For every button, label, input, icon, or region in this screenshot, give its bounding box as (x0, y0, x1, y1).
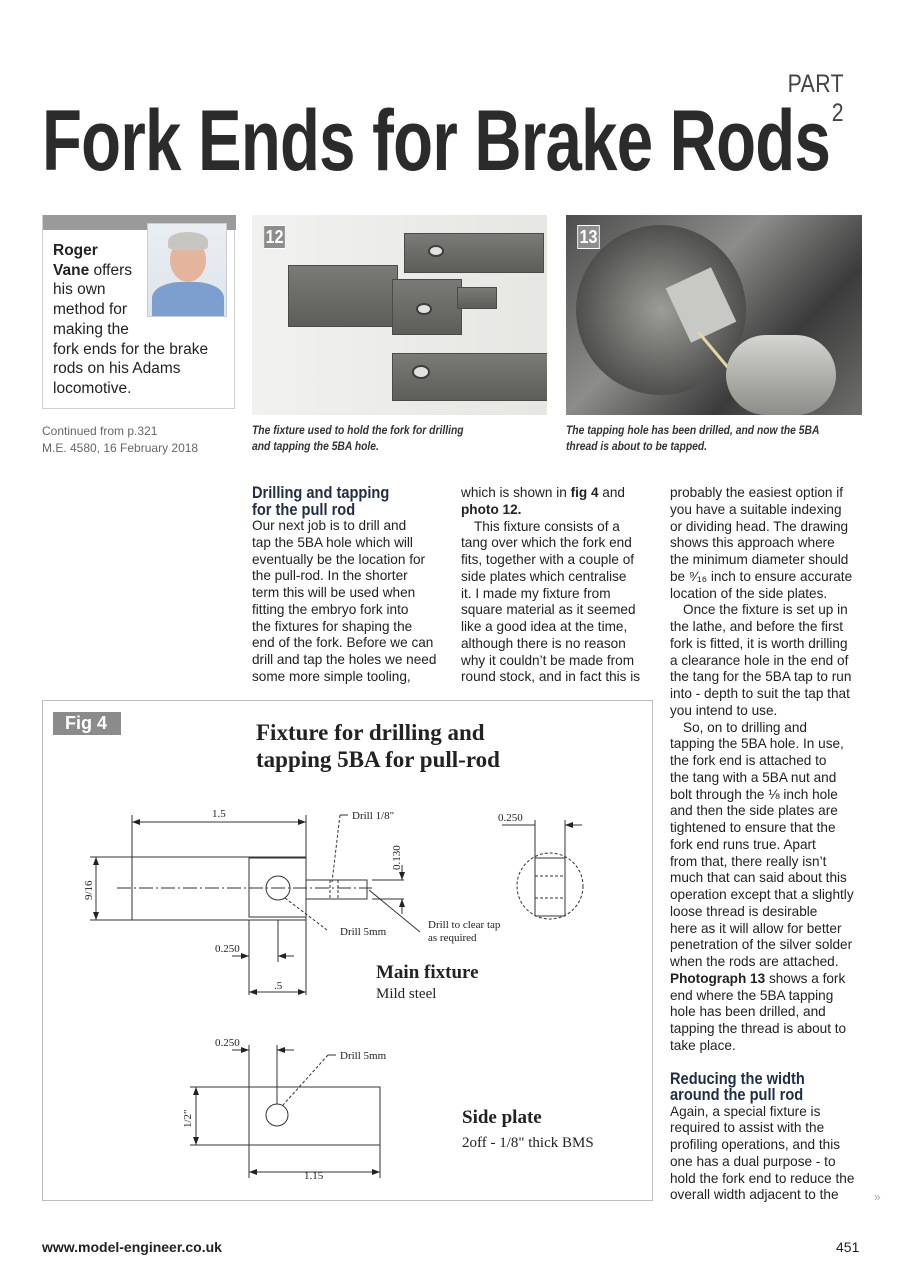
body-text-line: the fork end is attached to (670, 753, 827, 768)
body-text-line: be ⁹⁄₁₆ inch to ensure accurate (670, 568, 853, 584)
photo-number: 12 (263, 225, 286, 249)
body-text-line: here as it will allow for better (670, 920, 842, 936)
dim-end-width: 0.250 (498, 812, 523, 824)
body-text-line: profiling operations, and this (670, 1137, 841, 1152)
body-text-line: end of the fork. Before we can (252, 635, 434, 651)
photo-number: 13 (577, 225, 600, 249)
caption-line: The fixture used to hold the fork for drilling (252, 423, 464, 437)
body-text-line: Our next job is to drill and (252, 518, 407, 533)
body-text-line: This fixture consists of a (474, 518, 620, 534)
body-text-line: tap the 5BA hole which will (252, 534, 413, 550)
body-text-line: although there is no reason (461, 635, 626, 651)
intro-text: method for (53, 301, 128, 319)
body-text-line: one has a dual purpose - to (670, 1153, 836, 1169)
caption-line: and tapping the 5BA hole. (252, 439, 379, 453)
continue-arrow-icon: » (874, 1190, 878, 1204)
body-text-line: tapping the thread is about to (670, 1021, 847, 1036)
body-text-line: the tang for the 5BA tap to run (670, 669, 852, 685)
author-intro (53, 241, 233, 399)
body-text-line: required to assist with the (670, 1120, 825, 1136)
body-text-line: it. I made my fixture from (461, 585, 611, 601)
photo-13-caption (566, 422, 858, 454)
author-name-2: Vane (53, 261, 90, 279)
intro-text: making the (53, 320, 129, 338)
continued-note (42, 423, 198, 457)
body-text-line: term this will be used when (252, 585, 416, 600)
body-text-line: fork end runs true. Apart (670, 836, 816, 852)
body-text-line: tapping the 5BA hole. In use, (670, 736, 844, 752)
label-drill-5mm: Drill 5mm (340, 926, 387, 938)
body-text-line: and then the side plates are (670, 803, 838, 819)
body-text-line: the fixtures for shaping the (252, 618, 413, 634)
dim-height: 9/16 (83, 880, 95, 900)
part-label: PART 2 (787, 70, 844, 127)
body-text-line: take place. (670, 1037, 736, 1053)
side-plate (249, 1087, 380, 1145)
figure-label: Fig 4 (53, 712, 121, 735)
body-text-line: from that, there really isn’t (670, 853, 827, 869)
body-text-line: you have a suitable indexing (670, 501, 842, 517)
section-heading: around the pull rod (670, 1085, 804, 1104)
body-text-line: location of the side plates. (670, 585, 828, 601)
dim-side-offset: 0.250 (215, 1037, 240, 1049)
body-text-line: end where the 5BA tapping (670, 987, 834, 1003)
body-text-line: hold the fork end to reduce the (670, 1170, 855, 1186)
body-text-line: probably the easiest option if (670, 485, 844, 500)
dim-square-length: .5 (274, 980, 283, 992)
section-heading: Reducing the width (670, 1068, 805, 1088)
body-text-line: loose thread is desirable (670, 903, 818, 919)
body-text-line: tang over which the fork end (461, 535, 632, 551)
body-text-line: when the rods are attached. (670, 954, 839, 969)
body-text-line: Again, a special fixture is (670, 1103, 821, 1119)
text-column-3 (670, 485, 868, 1204)
intro-text: locomotive. (53, 379, 132, 397)
body-text-line: or dividing head. The drawing (670, 518, 849, 534)
author-name-1: Roger (53, 242, 98, 259)
photo-13 (566, 215, 862, 415)
body-text-line: operation except that a slightly (670, 887, 854, 902)
label-drill-1-8: Drill 1/8" (352, 810, 395, 822)
body-text-line: some more simple tooling, (252, 668, 411, 684)
intro-text: fork ends for the brake (53, 340, 209, 358)
body-text-line: round stock, and in fact this is (461, 669, 641, 685)
tang (306, 880, 367, 899)
side-plate-label: Side plate (462, 1107, 542, 1128)
page-number: 451 (836, 1239, 860, 1255)
body-text-line: the minimum diameter should (670, 552, 849, 567)
body-text-line: shows this approach where (670, 535, 835, 551)
issue-reference: M.E. 4580, 16 February 2018 (42, 441, 199, 455)
section-heading: for the pull rod (252, 499, 356, 519)
dim-hole-offset: 0.250 (215, 943, 240, 955)
photo-12-caption (252, 422, 544, 454)
body-text-line: bolt through the ⅛ inch hole (670, 786, 838, 802)
caption-line: The tapping hole has been drilled, and now the 5BA (566, 423, 820, 437)
footer-url[interactable]: www.model-engineer.co.uk (42, 1239, 222, 1255)
label-clear-tap-2: as required (428, 932, 477, 944)
body-text-line: eventually be the location for (252, 551, 426, 567)
author-box (42, 215, 235, 409)
body-text-line: the tang with a 5BA nut and (670, 769, 837, 785)
body-text-line: into - depth to suit the tap that (670, 686, 850, 701)
body-text-line: drill and tap the holes we need (252, 652, 437, 667)
text-column-2 (461, 485, 659, 686)
body-text-line: penetration of the silver solder (670, 937, 853, 953)
section-heading: Drilling and tapping (252, 483, 390, 502)
photo-12 (252, 215, 547, 415)
body-text-line: So, on to drilling and (683, 719, 807, 735)
text-column-1 (252, 485, 450, 686)
intro-text: rods on his Adams (53, 360, 181, 378)
figure-4-drawing (42, 700, 653, 1201)
body-text-line: the lathe, and before the first (670, 619, 844, 634)
dim-side-length: 1.15 (304, 1170, 324, 1182)
article-title: Fork Ends for Brake Rods (42, 93, 831, 189)
body-text-line: fits, together with a couple of (461, 552, 635, 567)
body-text-line: overall width adjacent to the (670, 1187, 839, 1203)
intro-text: offers (89, 261, 132, 279)
label-clear-tap: Drill to clear tap (428, 919, 501, 931)
main-fixture-label: Main fixture (376, 962, 479, 983)
body-text-line: tightened to ensure that the (670, 820, 836, 835)
body-text-line: Photograph 13 shows a fork (670, 970, 846, 986)
body-text-line: fitting the embryo fork into (252, 601, 409, 617)
dim-length: 1.5 (212, 808, 226, 820)
body-text-line: why it couldn’t be made from (461, 652, 635, 668)
label-side-drill: Drill 5mm (340, 1050, 387, 1062)
body-text-line: photo 12. (461, 501, 522, 517)
body-text-line: fork is fitted, it is worth drilling (670, 635, 848, 651)
figure-title-2: tapping 5BA for pull-rod (256, 747, 500, 772)
body-text-line: square material as it seemed (461, 602, 636, 618)
body-text-line: you intend to use. (670, 702, 778, 718)
main-fixture-material: Mild steel (376, 986, 437, 1002)
intro-text: his own (53, 281, 106, 299)
body-text-line: the pull-rod. In the shorter (252, 568, 408, 584)
caption-line: thread is about to be tapped. (566, 439, 708, 453)
body-text-line: a clearance hole in the end of (670, 652, 849, 668)
figure-title-1: Fixture for drilling and (256, 720, 485, 745)
continued-from: Continued from p.321 (42, 424, 158, 438)
side-plate-material: 2off - 1/8" thick BMS (462, 1135, 594, 1151)
body-text-line: Once the fixture is set up in (683, 602, 848, 618)
body-text-line: much that can said about this (670, 870, 847, 886)
body-text-line: hole has been drilled, and (670, 1004, 826, 1020)
dim-side-height: 1/2" (182, 1109, 194, 1128)
dim-tang: 0.130 (391, 845, 403, 870)
body-text-line: side plates which centralise (461, 568, 627, 584)
body-text-line: like a good idea at the time, (461, 619, 628, 634)
body-text-line: which is shown in fig 4 and (461, 485, 625, 500)
